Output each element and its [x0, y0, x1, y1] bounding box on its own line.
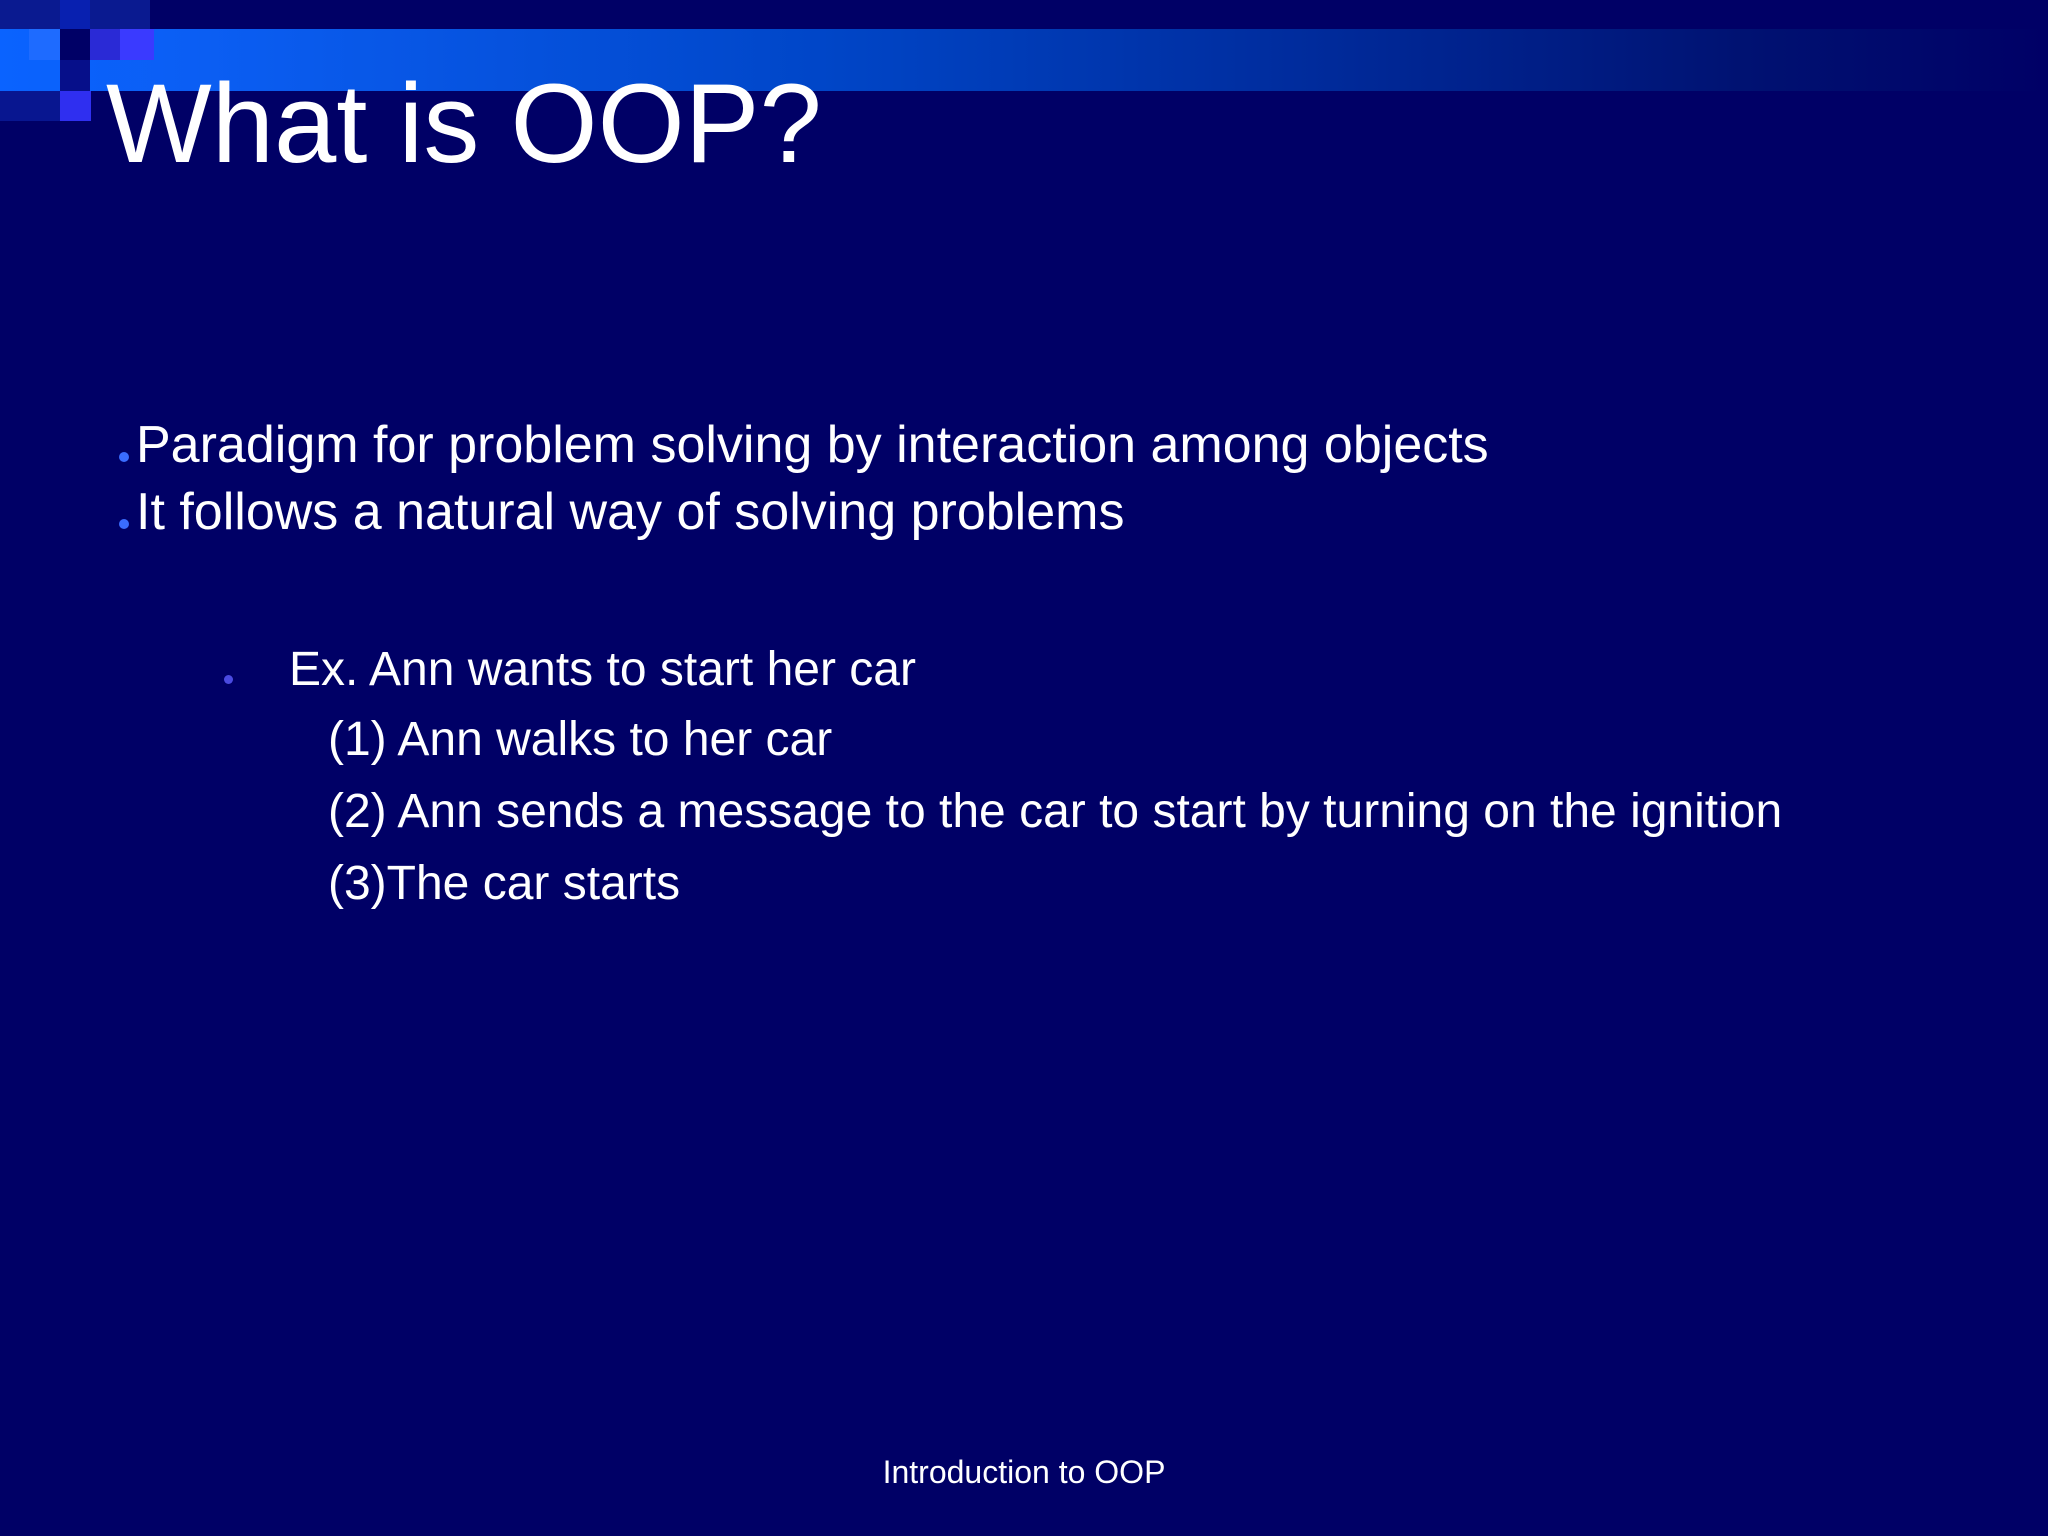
example-heading-item	[220, 636, 1782, 704]
example-heading: Ex. Ann wants to start her car	[289, 643, 916, 696]
decor-block-navy2	[60, 60, 90, 91]
slide-title: What is OOP?	[106, 61, 822, 186]
bullet-item	[106, 412, 1489, 479]
decor-block-navy1	[60, 29, 90, 60]
example-steps-list	[220, 704, 1782, 920]
decor-block-blue1	[29, 29, 60, 60]
decor-block-violet1	[90, 29, 120, 60]
main-bullet-list	[106, 412, 1489, 546]
example-step: (1) Ann walks to her car	[328, 713, 833, 766]
sub-bullet-dot-icon	[224, 675, 233, 684]
decor-block-violet3	[60, 91, 91, 121]
decor-block-dark4	[0, 91, 60, 121]
example-step: (2) Ann sends a message to the car to start by turning on the ignition	[328, 785, 1783, 838]
bullet-text: It follows a natural way of solving problems	[136, 483, 1125, 541]
decor-block-violet2	[120, 29, 154, 60]
bullet-text: Paradigm for problem solving by interaction among objects	[136, 416, 1489, 474]
example-block	[220, 636, 1782, 920]
slide-footer: Introduction to OOP	[882, 1454, 1166, 1490]
bullet-dot-icon	[119, 452, 129, 462]
example-step: (3)The car starts	[328, 857, 681, 910]
decor-block-dark3	[90, 0, 150, 30]
bullet-item	[106, 479, 1489, 546]
bullet-dot-icon	[119, 519, 129, 529]
